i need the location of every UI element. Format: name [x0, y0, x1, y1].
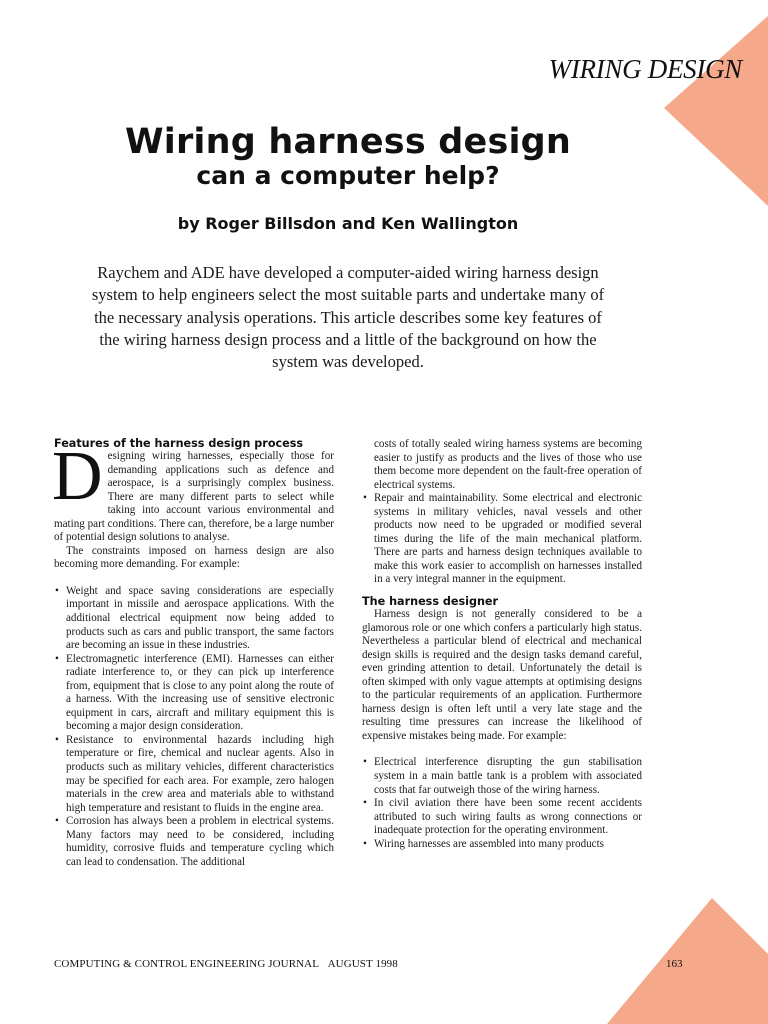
bullet-list	[54, 585, 334, 869]
right-column	[362, 438, 642, 851]
issue-date: AUGUST 1998	[327, 958, 398, 970]
footer-journal-line	[54, 958, 398, 970]
article-byline: by Roger Billsdon and Ken Wallington	[177, 214, 519, 233]
list-item: • Electrical interference disrupting the gun stabilisation system in a main battle tank is a problem with associated costs that far outweigh those of the wiring harness.	[362, 756, 642, 797]
left-column	[54, 437, 334, 869]
bullet-list	[362, 492, 642, 587]
list-item: • Repair and maintainability. Some electrical and electronic systems in military vehicles, naval vessels and other products now need to be upgraded or modified several times during the life of the main mechanical platform. There are parts and harness design techniques available to make this work easier to accomplish on harnesses installed in a very integral manner in the equipment.	[362, 492, 642, 587]
list-item: • In civil aviation there have been some recent accidents attributed to such wiring faults as wrong connections or inadequate protection for the operating environment.	[362, 797, 642, 838]
list-item: • Wiring harnesses are assembled into many products	[362, 838, 642, 852]
list-item: • Electromagnetic interference (EMI). Harnesses can either radiate interference to, or they can pick up interference from, equipment that is close to any point along the route of a harness. With the increasing use of sensitive electronic equipment in cars, aircraft and military equipment this is becoming a major design consideration.	[54, 653, 334, 734]
section-heading-features: Features of the harness design process	[54, 437, 304, 450]
bullet-list	[362, 756, 642, 851]
bottom-right-triangle	[607, 898, 768, 1024]
list-item: • Weight and space saving considerations are especially important in missile and aerospace applications. With the additional electrical equipment now being added to products such as cars and public transport, the same factors are becoming an issue in these industries.	[54, 585, 334, 653]
list-item: • Resistance to environmental hazards including high temperature or fire, chemical and nuclear agents. Also in products such as military vehicles, different characteristics may be specified for each area. For example, zero halogen materials in the crew area and materials able to withstand high temperature and resistant to fluids in the engine area.	[54, 734, 334, 815]
paragraph: The constraints imposed on harness design are also becoming more demanding. For example:	[54, 544, 334, 571]
page-number: 163	[666, 958, 683, 970]
journal-name: COMPUTING & CONTROL ENGINEERING JOURNAL	[54, 958, 320, 970]
list-item: • Corrosion has always been a problem in electrical systems. Many factors may need to be considered, including humidity, corrosive fluids and temperature cycling which can lead to condensation. The additional	[54, 815, 334, 869]
paragraph: Harness design is not generally considered to be a glamorous role or one which confers a particularly high status. Nevertheless a particular blend of electrical and mechanical design skills is required and the design tasks demand careful, even grinding attention to detail. Unfortunately the detail is often skimped with only vague attempts at optimising designs to the particular requirements of an application. Furthermore harness design is often left until a very late stage and the resulting time pressures can increase the likelihood of expensive mistakes being made. For example:	[362, 608, 642, 742]
article-subtitle: can a computer help?	[196, 161, 500, 190]
intro-text: esigning wiring harnesses, especially those for demanding applications such as defence and aerospace, is a surprisingly complex business. There are many different parts to select while taking into account various environmental and mating part conditions. There can, therefore, be a large number of potential design solutions to analyse.	[54, 450, 334, 544]
article-abstract: Raychem and ADE have developed a computer-aided wiring harness design system to help engineers select the most suitable parts and undertake many of the necessary analysis operations. This article describes some key features of the wiring harness design process and a little of the background on how the system was developed.	[91, 263, 605, 372]
section-tag: WIRING DESIGN	[548, 54, 742, 84]
section-heading-designer: The harness designer	[362, 595, 499, 609]
article-title: Wiring harness design	[124, 122, 572, 162]
drop-cap: D	[52, 438, 103, 515]
continuation-paragraph: costs of totally sealed wiring harness systems are becoming easier to justify as products and the lives of those who use them become more dependent on the fault-free operation of electrical systems.	[374, 438, 642, 491]
